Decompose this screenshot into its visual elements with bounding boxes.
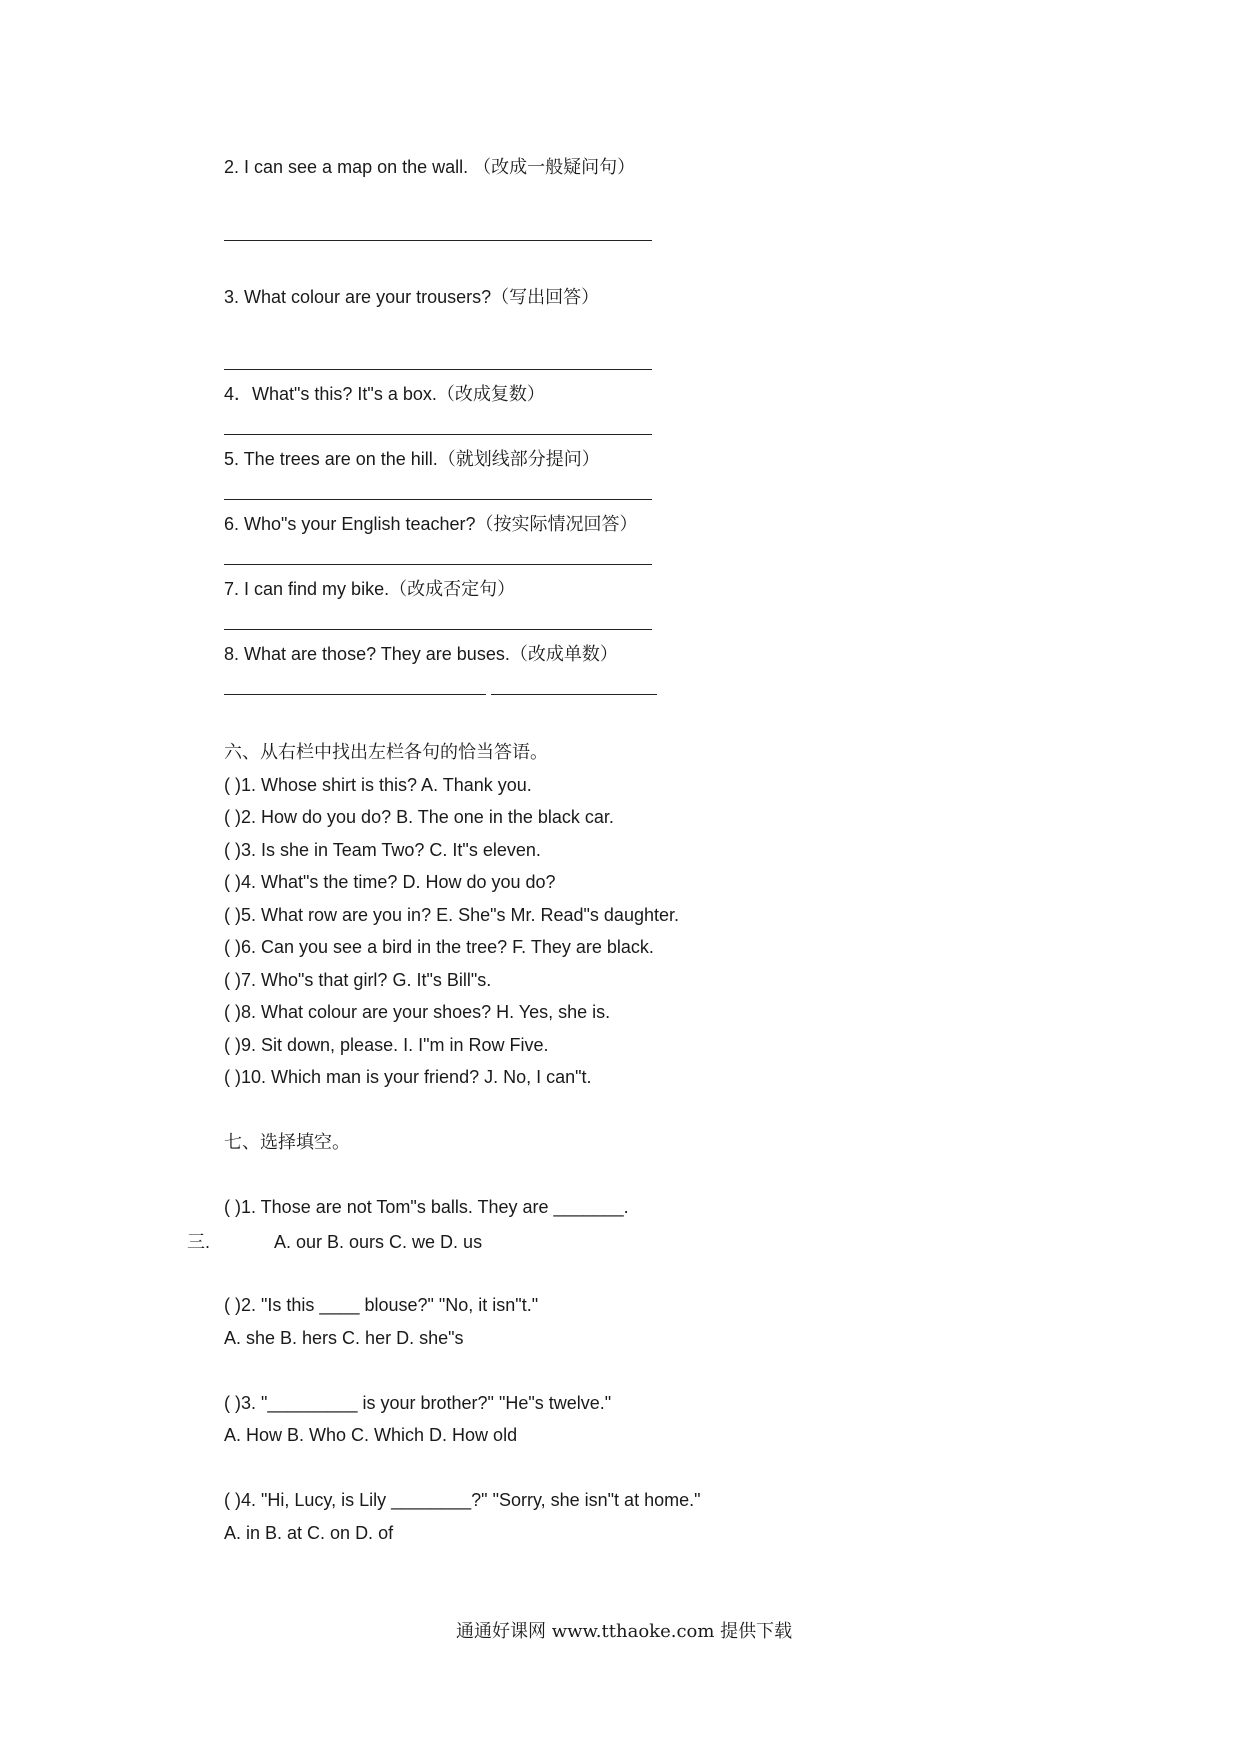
choice-options-4: A. in B. at C. on D. of bbox=[224, 1523, 394, 1543]
answer-line[interactable] bbox=[224, 369, 652, 370]
section-marker: 三. bbox=[187, 1232, 211, 1252]
choice-question-2: ( )2. "Is this ____ blouse?" "No, it isn"t." bbox=[224, 1295, 539, 1315]
match-item: ( )4. What"s the time? D. How do you do? bbox=[224, 872, 556, 892]
choice-question-1: ( )1. Those are not Tom"s balls. They are _______. bbox=[224, 1197, 629, 1217]
choice-question-4: ( )4. "Hi, Lucy, is Lily ________?" "Sorry, she isn"t at home." bbox=[224, 1490, 701, 1510]
question-2: 2. I can see a map on the wall. （改成一般疑问句） bbox=[224, 157, 636, 177]
question-8: 8. What are those? They are buses.（改成单数） bbox=[224, 644, 618, 664]
section-6-heading: 六、从右栏中找出左栏各句的恰当答语。 bbox=[224, 742, 548, 762]
match-item: ( )7. Who"s that girl? G. It"s Bill"s. bbox=[224, 970, 492, 990]
answer-line[interactable] bbox=[224, 564, 652, 565]
match-item: ( )10. Which man is your friend? J. No, I can"t. bbox=[224, 1067, 592, 1087]
answer-line[interactable] bbox=[224, 499, 652, 500]
answer-line[interactable] bbox=[224, 240, 652, 241]
choice-options-1: A. our B. ours C. we D. us bbox=[274, 1232, 483, 1252]
section-7-heading: 七、选择填空。 bbox=[224, 1132, 350, 1152]
match-item: ( )6. Can you see a bird in the tree? F. They are black. bbox=[224, 937, 654, 957]
match-item: ( )9. Sit down, please. I. I"m in Row Five. bbox=[224, 1035, 549, 1055]
match-item: ( )8. What colour are your shoes? H. Yes, she is. bbox=[224, 1002, 611, 1022]
choice-question-3: ( )3. "_________ is your brother?" "He"s twelve." bbox=[224, 1393, 612, 1413]
question-6: 6. Who"s your English teacher?（按实际情况回答） bbox=[224, 514, 638, 534]
answer-line[interactable] bbox=[224, 694, 486, 695]
question-5: 5. The trees are on the hill.（就划线部分提问） bbox=[224, 449, 600, 469]
question-7: 7. I can find my bike.（改成否定句） bbox=[224, 579, 516, 599]
match-item: ( )3. Is she in Team Two? C. It"s eleven. bbox=[224, 840, 541, 860]
answer-line[interactable] bbox=[224, 434, 652, 435]
answer-line[interactable] bbox=[491, 694, 657, 695]
question-3: 3. What colour are your trousers?（写出回答） bbox=[224, 287, 600, 307]
match-item: ( )1. Whose shirt is this? A. Thank you. bbox=[224, 775, 532, 795]
question-4: 4．What"s this? It"s a box.（改成复数） bbox=[224, 384, 545, 404]
match-item: ( )2. How do you do? B. The one in the black car. bbox=[224, 807, 614, 827]
choice-options-3: A. How B. Who C. Which D. How old bbox=[224, 1425, 518, 1445]
choice-options-2: A. she B. hers C. her D. she"s bbox=[224, 1328, 464, 1348]
footer-text: 通通好课网 www.tthaoke.com 提供下载 bbox=[456, 1621, 793, 1642]
match-item: ( )5. What row are you in? E. She"s Mr. Read"s daughter. bbox=[224, 905, 679, 925]
answer-line[interactable] bbox=[224, 629, 652, 630]
